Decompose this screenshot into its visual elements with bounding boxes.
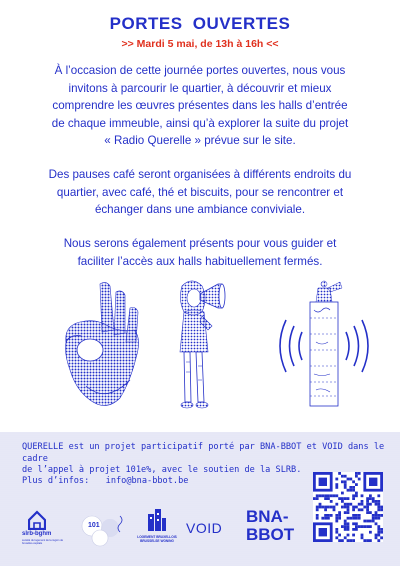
footer-contact: [22, 476, 188, 488]
text-line: comprendre les œuvres présentes dans les halls d’entrée: [52, 99, 348, 112]
bbot-line: BBOT: [246, 525, 295, 544]
text-line: de chaque immeuble, ainsi qu’à explorer la suite du projet: [51, 116, 349, 130]
text-line: échanger dans une ambiance conviviale.: [94, 203, 306, 216]
buildings-icon: [147, 508, 167, 532]
page-title: PORTES OUVERTES: [109, 14, 291, 33]
text-line: À l’occasion de cette journée portes ouvertes, nous vous: [54, 64, 346, 77]
contact-label: Plus d’infos:: [22, 476, 90, 486]
slrb-logo: [22, 510, 68, 550]
text-line: quartier, avec café, thé et biscuits, pour se rencontrer et: [56, 185, 344, 199]
text-line: de l’appel à projet 101e%, avec le soutien de la SLRB.: [22, 465, 302, 475]
footer: [0, 432, 400, 566]
logement-bruxellois-logo: [134, 508, 180, 552]
qr-code[interactable]: [313, 472, 383, 542]
text-line: Des pauses café seront organisées à différents endroits du: [48, 168, 352, 181]
logement-sublabel: BRUSSELSE WONING: [140, 539, 174, 543]
contact-email-link[interactable]: info@bna-bbot.be: [105, 476, 189, 486]
text-line: Nous serons également présents pour vous guider et: [63, 237, 337, 250]
guide-paragraph: [18, 235, 382, 270]
slrb-label: slrb-bghm: [22, 531, 52, 537]
coffee-paragraph: [18, 166, 382, 219]
text-line: QUERELLE est un projet participatif porté par BNA-BBOT et VOID dans le cadre: [22, 442, 385, 464]
text-line: invitons à parcourir le quartier, à découvrir et mieux: [68, 81, 332, 95]
radio-tower-illustration: [272, 278, 376, 418]
logement-label: LOGEMENT BRUXELLOIS: [137, 535, 177, 539]
bna-line: BNA-: [246, 507, 289, 526]
slrb-sublabel: société du logement de la région de bruxelles-capitale: [22, 539, 64, 545]
text-line: « Radio Querelle » prévue sur le site.: [104, 134, 296, 147]
101-percent-logo: [80, 510, 128, 550]
intro-paragraph: [18, 62, 382, 150]
ok-hand-illustration: [56, 278, 156, 418]
101-label: 101: [88, 522, 100, 529]
101-circles-icon: [80, 510, 128, 550]
event-date-subtitle: >> Mardi 5 mai, de 13h à 16h <<: [121, 38, 279, 50]
house-icon: [28, 510, 46, 530]
text-line: faciliter l’accès aux halls habituellement fermés.: [77, 254, 323, 268]
person-with-megaphone-illustration: [172, 278, 244, 418]
void-logo: VOID: [186, 520, 223, 536]
bna-bbot-logo: [246, 508, 294, 544]
